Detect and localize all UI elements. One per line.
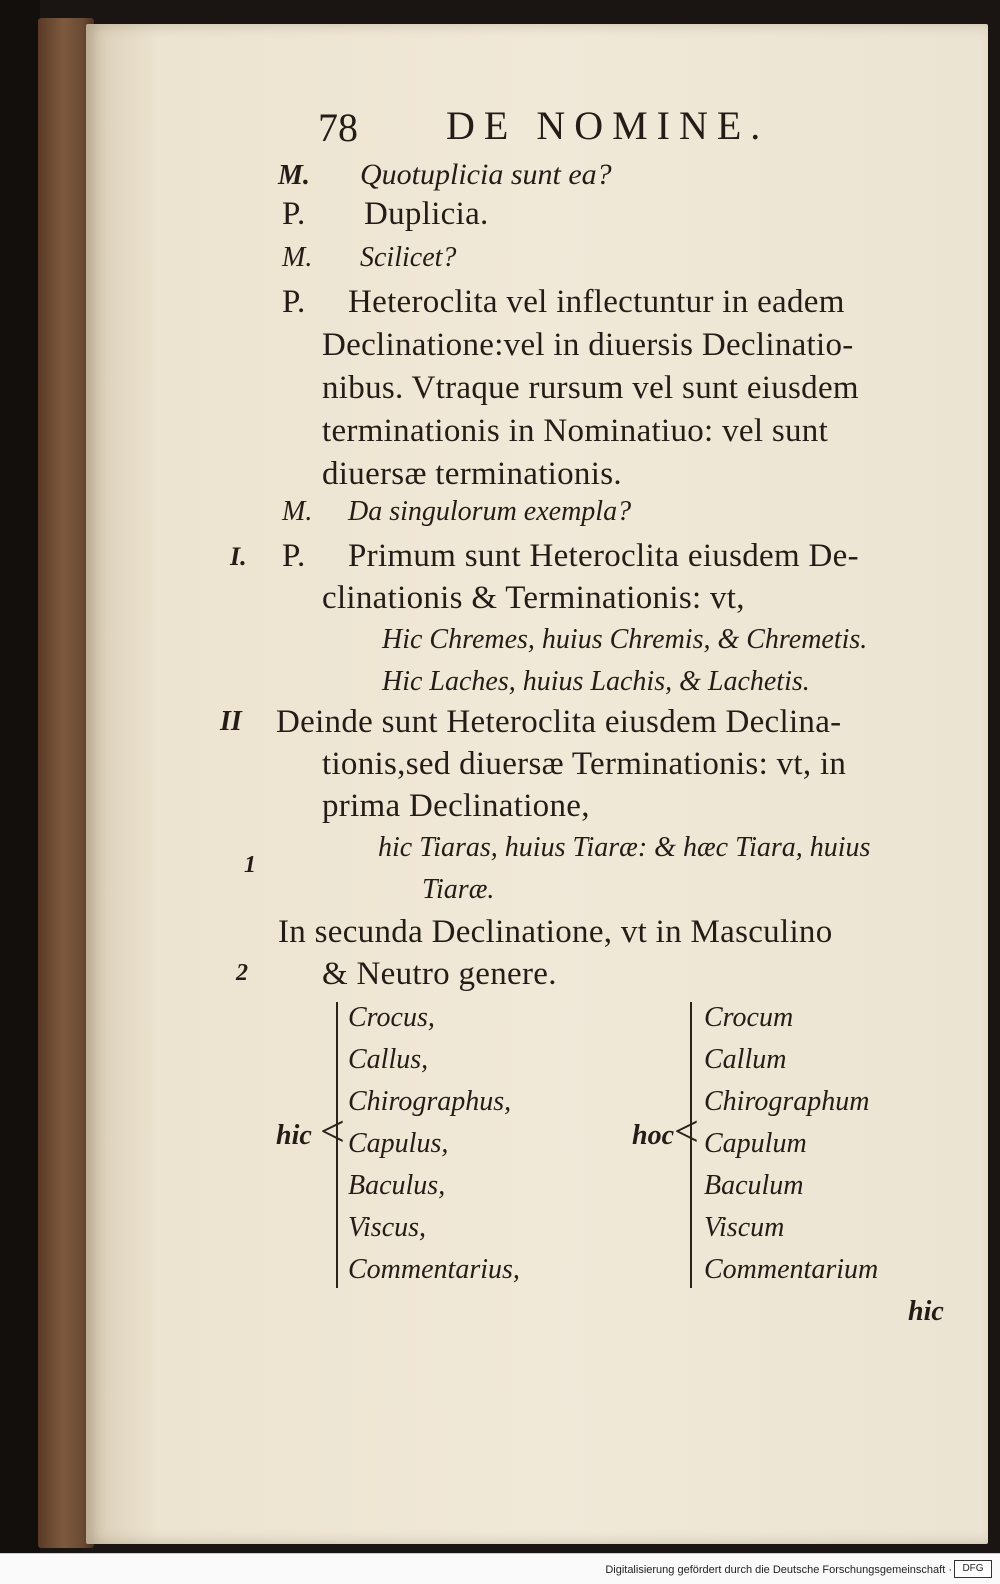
table-word: Baculus, [348,1170,446,1201]
table-word: Capulum [704,1128,807,1159]
text-line: Quotuplicia sunt ea? [360,158,612,191]
text-line: Duplicia. [364,196,489,232]
text-line: Deinde sunt Heteroclita eiusdem Declina- [276,704,842,740]
table-word: Callum [704,1044,787,1075]
catchword: hic [908,1296,944,1327]
table-word: Callus, [348,1044,429,1075]
table-word: Commentarium [704,1254,879,1285]
brace-arrow-left-icon: < [320,1107,345,1156]
example-line: Hic Chremes, huius Chremis, & Chremetis. [382,624,868,655]
text-line: Heteroclita vel inflectuntur in eadem [348,284,845,320]
margin-note: II [220,706,242,737]
text-line: tionis,sed diuersæ Terminationis: vt, in [322,746,847,782]
table-word: Commentarius, [348,1254,520,1285]
speaker-label: M. [278,160,310,191]
running-title: DE NOMINE. [446,103,770,148]
margin-note: 2 [236,960,248,986]
text-line: Declinatione:vel in diuersis Declinatio- [322,327,854,363]
text-line: diuersæ terminationis. [322,456,622,492]
brace-arrow-right-icon: < [674,1107,699,1156]
book-page [86,24,988,1544]
speaker-label: M. [282,242,313,273]
margin-note: 1 [244,852,256,878]
table-word: Chirographus, [348,1086,512,1117]
speaker-label: P. [282,196,306,232]
table-word: Viscus, [348,1212,427,1243]
text-line: terminationis in Nominatiuo: vel sunt [322,413,829,449]
page-number: 78 [318,105,358,150]
text-line: Da singulorum exempla? [348,496,632,527]
text-line: Scilicet? [360,242,457,273]
table-label-left: hic [276,1120,312,1151]
table-word: Chirographum [704,1086,870,1117]
text-line: nibus. Vtraque rursum vel sunt eiusdem [322,370,859,406]
footer-bar [0,1553,1000,1584]
text-line: clinationis & Terminationis: vt, [322,580,745,616]
speaker-label: P. [282,538,306,574]
text-line: Primum sunt Heteroclita eiusdem De- [348,538,859,574]
table-word: Baculum [704,1170,804,1201]
brace-right [690,1002,692,1288]
dfg-logo: DFG [954,1560,992,1578]
table-word: Viscum [704,1212,785,1243]
table-word: Crocus, [348,1002,435,1033]
example-line: Hic Laches, huius Lachis, & Lachetis. [382,666,810,697]
example-line: Tiaræ. [422,874,495,905]
text-line: & Neutro genere. [322,956,557,992]
table-label-right: hoc [632,1120,674,1151]
example-line: hic Tiaras, huius Tiaræ: & hæc Tiara, huius [378,832,871,863]
table-word: Capulus, [348,1128,449,1159]
margin-note: I. [230,542,247,571]
table-word: Crocum [704,1002,794,1033]
text-line: In secunda Declinatione, vt in Masculino [278,914,833,950]
text-line: prima Declinatione, [322,788,590,824]
speaker-label: M. [282,496,313,527]
footer-credit: Digitalisierung gefördert durch die Deutsche Forschungsgemeinschaft · [605,1564,952,1576]
book-spine-shadow [0,0,40,1584]
speaker-label: P. [282,284,306,320]
brace-left [336,1002,338,1288]
